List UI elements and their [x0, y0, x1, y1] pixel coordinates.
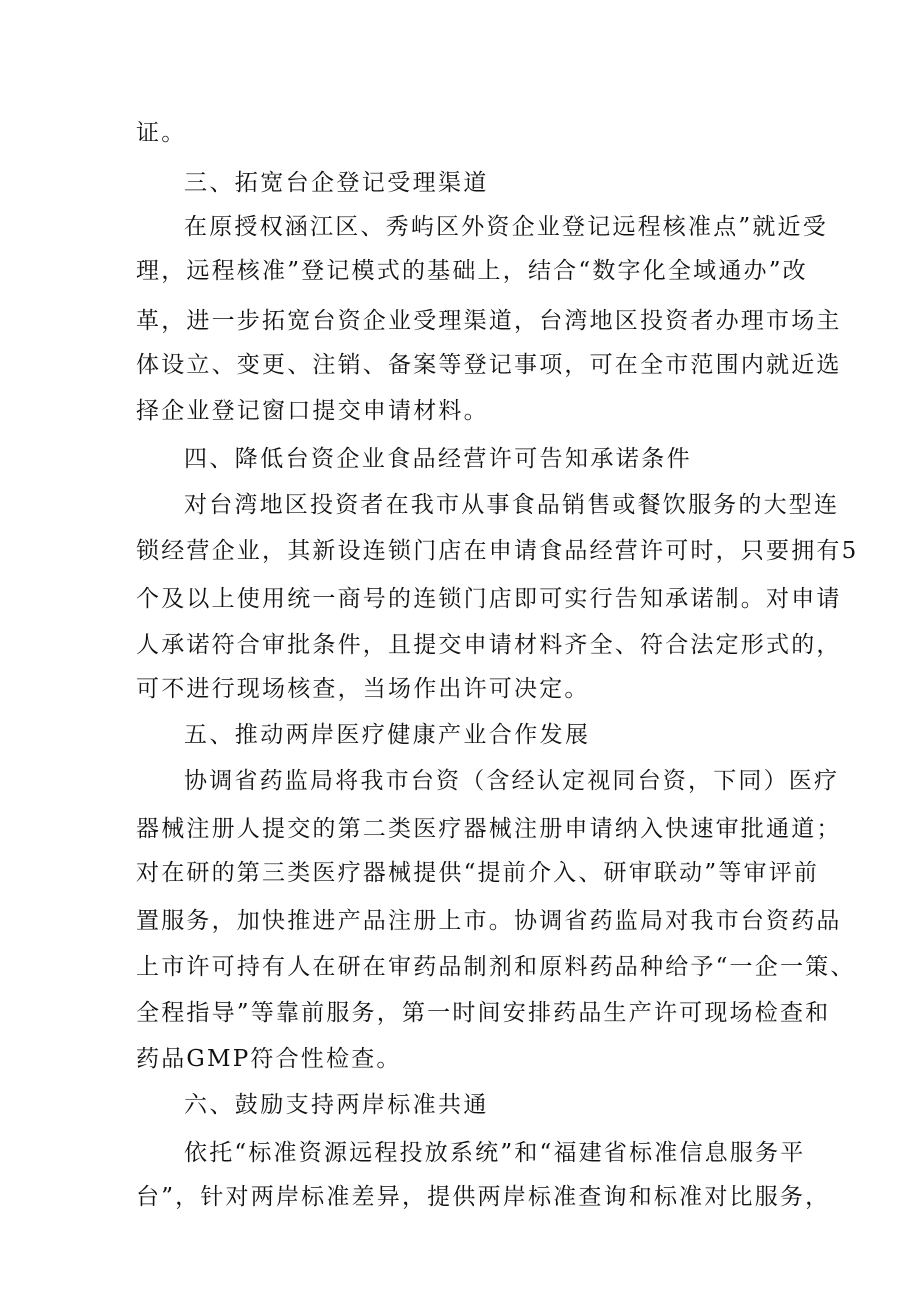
section-heading: 四、降低台资企业食品经营许可告知承诺条件	[184, 446, 692, 472]
text-line: 台”，针对两岸标准差异，提供两岸标准查询和标准对比服务，	[136, 1184, 831, 1210]
section-heading: 六、鼓励支持两岸标准共通	[184, 1092, 489, 1118]
text-line: 锁经营企业，其新设连锁门店在申请食品经营许可时，只要拥有5	[136, 538, 859, 564]
text-line: 药品GMP符合性检查。	[136, 1046, 402, 1072]
text-line: 协调省药监局将我市台资（含经认定视同台资，下同）医疗	[184, 768, 840, 794]
text-line: 择企业登记窗口提交申请材料。	[136, 398, 489, 424]
text-line: 依托“标准资源远程投放系统”和“福建省标准信息服务平	[184, 1140, 806, 1166]
text-line: 革，进一步拓宽台资企业受理渠道，台湾地区投资者办理市场主	[136, 308, 842, 334]
text-line: 对在研的第三类医疗器械提供“提前介入、研审联动”等审评前	[136, 860, 820, 886]
section-heading: 三、拓宽台企登记受理渠道	[184, 170, 489, 196]
text-line: 个及以上使用统一商号的连锁门店即可实行告知承诺制。对申请	[136, 586, 842, 612]
text-line: 在原授权涵江区、秀屿区外资企业登记远程核准点”就近受	[184, 214, 828, 240]
text-line: 上市许可持有人在研在审药品制剂和原料药品种给予“一企一策、	[136, 954, 856, 980]
text-line: 对台湾地区投资者在我市从事食品销售或餐饮服务的大型连	[184, 492, 840, 518]
text-line: 人承诺符合审批条件，且提交申请材料齐全、符合法定形式的，	[136, 632, 842, 658]
section-heading: 五、推动两岸医疗健康产业合作发展	[184, 722, 591, 748]
text-line: 可不进行现场核查，当场作出许可决定。	[136, 676, 590, 702]
text-line: 体设立、变更、注销、备案等登记事项，可在全市范围内就近选	[136, 352, 842, 378]
text-line: 器械注册人提交的第二类医疗器械注册申请纳入快速审批通道；	[136, 816, 842, 842]
text-line: 置服务，加快推进产品注册上市。协调省药监局对我市台资药品	[136, 908, 842, 934]
text-line: 理，远程核准”登记模式的基础上，结合“数字化全域通办”改	[136, 258, 808, 284]
text-line: 全程指导”等靠前服务，第一时间安排药品生产许可现场检查和	[136, 1000, 831, 1026]
text-line: 证。	[136, 120, 187, 146]
